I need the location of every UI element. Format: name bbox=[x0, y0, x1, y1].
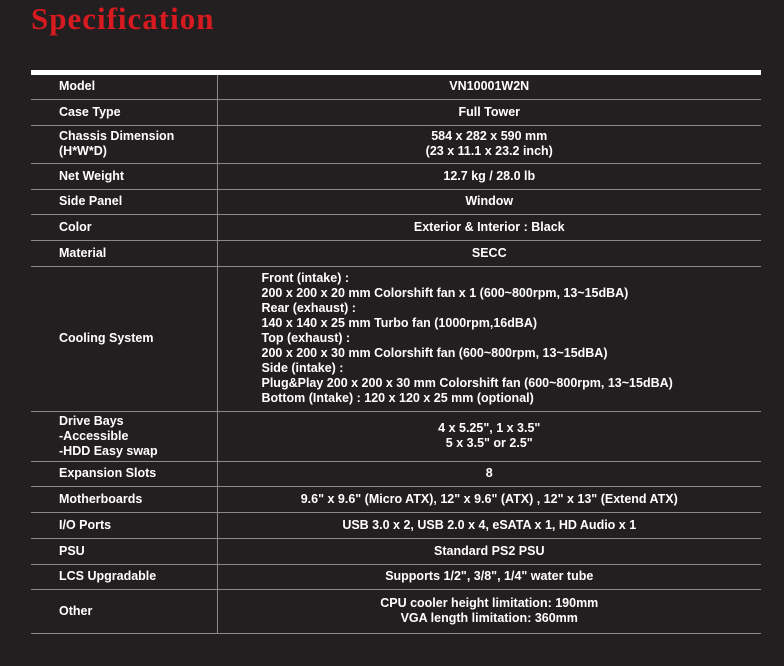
spec-label bbox=[31, 214, 217, 240]
spec-label-line: Motherboards bbox=[59, 491, 143, 506]
spec-value-line: Window bbox=[465, 194, 514, 208]
spec-value-line: 8 bbox=[485, 466, 493, 480]
spec-value bbox=[217, 75, 761, 99]
spec-label bbox=[31, 163, 217, 189]
spec-row bbox=[31, 214, 761, 240]
spec-row bbox=[31, 589, 761, 633]
spec-value-line: 12.7 kg / 28.0 lb bbox=[443, 168, 536, 183]
spec-label bbox=[31, 189, 217, 214]
spec-label bbox=[31, 411, 217, 461]
spec-label-line: (H*W*D) bbox=[59, 144, 107, 158]
spec-value bbox=[217, 538, 761, 564]
spec-value bbox=[217, 99, 761, 125]
spec-label-line: Net Weight bbox=[59, 168, 125, 183]
spec-label-line: -HDD Easy swap bbox=[59, 443, 158, 458]
spec-label bbox=[31, 512, 217, 538]
spec-value-line: (23 x 11.1 x 23.2 inch) bbox=[425, 144, 553, 158]
spec-row bbox=[31, 163, 761, 189]
spec-row bbox=[31, 125, 761, 163]
spec-value bbox=[217, 461, 761, 486]
spec-label-line: I/O Ports bbox=[59, 517, 112, 532]
spec-label-line: Chassis Dimension bbox=[59, 129, 175, 143]
spec-value-line: 9.6" x 9.6" (Micro ATX), 12" x 9.6" (ATX) , 12" x 13" (Extend ATX) bbox=[300, 491, 678, 506]
spec-value-line: CPU cooler height limitation: 190mm bbox=[380, 596, 599, 610]
spec-value bbox=[217, 486, 761, 512]
spec-label bbox=[31, 99, 217, 125]
spec-label-line: -Accessible bbox=[59, 428, 129, 443]
spec-row bbox=[31, 266, 761, 411]
spec-value-line: Side (intake) : bbox=[261, 361, 344, 375]
spec-label bbox=[31, 538, 217, 564]
spec-value-line: Exterior & Interior : Black bbox=[413, 219, 565, 234]
spec-table-body bbox=[31, 75, 761, 633]
spec-label bbox=[31, 564, 217, 589]
spec-row bbox=[31, 99, 761, 125]
spec-row bbox=[31, 240, 761, 266]
spec-label-line: Expansion Slots bbox=[59, 466, 157, 480]
spec-value-line: 584 x 282 x 590 mm bbox=[431, 129, 548, 143]
spec-label bbox=[31, 240, 217, 266]
spec-value-line: SECC bbox=[471, 245, 507, 260]
spec-value-line: Full Tower bbox=[458, 104, 521, 119]
spec-table bbox=[31, 75, 761, 634]
spec-row bbox=[31, 486, 761, 512]
spec-row bbox=[31, 512, 761, 538]
spec-row bbox=[31, 189, 761, 214]
spec-label-line: Drive Bays bbox=[59, 413, 124, 428]
spec-label-line: LCS Upgradable bbox=[59, 569, 157, 583]
spec-label-line: Other bbox=[59, 603, 93, 618]
spec-row bbox=[31, 564, 761, 589]
spec-value bbox=[217, 512, 761, 538]
spec-value-line: 140 x 140 x 25 mm Turbo fan (1000rpm,16dBA) bbox=[261, 316, 538, 330]
spec-value-line: 5 x 3.5" or 2.5" bbox=[445, 436, 533, 450]
spec-label-line: Model bbox=[59, 79, 96, 94]
spec-value-line: 4 x 5.25", 1 x 3.5" bbox=[438, 421, 541, 435]
spec-value bbox=[217, 214, 761, 240]
spec-value-line: 200 x 200 x 20 mm Colorshift fan x 1 (600~800rpm, 13~15dBA) bbox=[261, 286, 629, 300]
spec-value-line: Bottom (Intake) : 120 x 120 x 25 mm (optional) bbox=[261, 391, 534, 405]
spec-value bbox=[217, 564, 761, 589]
spec-value-line: VGA length limitation: 360mm bbox=[400, 611, 578, 625]
spec-value-line: 200 x 200 x 30 mm Colorshift fan (600~800rpm, 13~15dBA) bbox=[261, 346, 608, 360]
spec-label bbox=[31, 589, 217, 633]
spec-label-line: Side Panel bbox=[59, 194, 123, 208]
spec-label-line: Cooling System bbox=[59, 331, 154, 345]
spec-value-line: Top (exhaust) : bbox=[261, 331, 351, 345]
spec-label bbox=[31, 125, 217, 163]
spec-label bbox=[31, 266, 217, 411]
spec-value bbox=[217, 266, 761, 411]
spec-label-line: Color bbox=[59, 219, 92, 234]
spec-value bbox=[217, 240, 761, 266]
spec-label bbox=[31, 75, 217, 99]
spec-label bbox=[31, 461, 217, 486]
spec-row bbox=[31, 411, 761, 461]
spec-value bbox=[217, 411, 761, 461]
page-title: Specification bbox=[31, 1, 215, 36]
spec-value-line: Supports 1/2", 3/8", 1/4" water tube bbox=[385, 569, 594, 583]
spec-value bbox=[217, 589, 761, 633]
spec-value-line: Standard PS2 PSU bbox=[434, 543, 545, 558]
spec-row bbox=[31, 538, 761, 564]
spec-row bbox=[31, 75, 761, 99]
spec-value bbox=[217, 189, 761, 214]
spec-label bbox=[31, 486, 217, 512]
spec-label-line: Material bbox=[59, 245, 107, 260]
spec-value-line: VN10001W2N bbox=[449, 79, 530, 94]
spec-value-line: USB 3.0 x 2, USB 2.0 x 4, eSATA x 1, HD Audio x 1 bbox=[342, 517, 637, 532]
spec-row bbox=[31, 461, 761, 486]
spec-value-line: Plug&Play 200 x 200 x 30 mm Colorshift fan (600~800rpm, 13~15dBA) bbox=[261, 376, 673, 390]
spec-value bbox=[217, 125, 761, 163]
spec-value bbox=[217, 163, 761, 189]
spec-value-line: Rear (exhaust) : bbox=[261, 301, 356, 315]
spec-label-line: Case Type bbox=[59, 104, 121, 119]
spec-label-line: PSU bbox=[59, 543, 85, 558]
spec-value-line: Front (intake) : bbox=[261, 271, 349, 285]
